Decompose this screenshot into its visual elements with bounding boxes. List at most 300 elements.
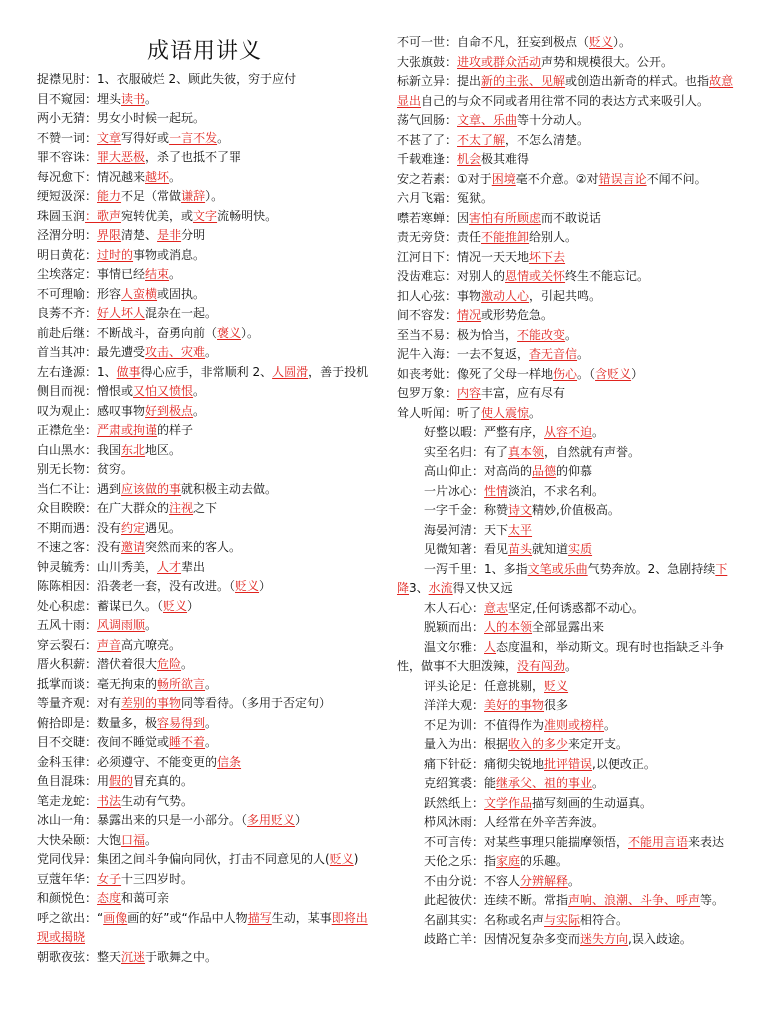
highlighted-keyword: 沉迷: [121, 949, 146, 964]
definition-text: 来表达: [688, 834, 725, 849]
idiom-term: 温文尔雅: [424, 639, 473, 654]
idiom-term: 实至名归: [424, 444, 473, 459]
definition-text: 同等看待。（多用于否定句）: [181, 696, 332, 710]
definition-text: ，引起共鸣。: [529, 288, 602, 303]
idiom-entry: [37, 558, 372, 578]
definition-text: ：憎恨或: [85, 384, 134, 398]
definition-text: 淡泊，不求名利。: [508, 483, 605, 498]
definition-text: ：: [85, 637, 98, 652]
definition-text: ：不断战斗，奋勇向前（: [85, 325, 218, 340]
idiom-term: 量入为出: [424, 737, 473, 751]
idiom-term: 抵掌而谈: [37, 676, 86, 691]
idiom-entry: [397, 501, 737, 521]
idiom-entry: [37, 675, 372, 695]
definition-text: ：极为恰当，: [445, 327, 518, 342]
idiom-term: 不甚了了: [397, 132, 446, 147]
idiom-entry: [37, 285, 372, 305]
idiom-term: 目不窥园: [37, 91, 86, 106]
definition-text: 自己的与众不同或者用往常不同的表达方式来吸引人。: [421, 93, 710, 108]
idiom-term: 前赴后继: [37, 325, 86, 340]
definition-text: 。: [145, 91, 158, 106]
idiom-term: 跃然纸上: [424, 795, 473, 810]
highlighted-keyword: 内容: [457, 386, 482, 400]
definition-text: 坚定,任何诱惑都不动心。: [508, 600, 644, 615]
idiom-term: 泾渭分明: [37, 228, 86, 242]
idiom-entry: [37, 636, 372, 656]
idiom-term: 处心积虑: [37, 598, 86, 613]
definition-text: ：埋头: [85, 91, 122, 106]
idiom-term: 首当其冲: [37, 345, 86, 359]
definition-text: 。: [529, 405, 542, 420]
highlighted-keyword: 错误言论: [598, 171, 647, 186]
idiom-term: 洋洋大观: [424, 698, 473, 712]
definition-text: 。: [205, 345, 218, 359]
definition-text: ：对某些事理只能揣摩领悟，: [472, 834, 629, 849]
idiom-term: 呼之欲出: [37, 910, 86, 925]
idiom-term: 六月飞霜: [397, 191, 446, 205]
highlighted-keyword: 人: [484, 639, 497, 654]
idiom-entry: [397, 209, 737, 229]
definition-text: ：1、多指: [472, 561, 528, 576]
highlighted-keyword: 人圆滑: [272, 364, 309, 379]
definition-text: ：严整有序，: [472, 425, 545, 439]
highlighted-keyword: 画像: [103, 910, 128, 925]
highlighted-keyword: 书法: [97, 793, 122, 808]
definition-text: ，自然就有声誉。: [544, 444, 641, 459]
definition-text: 十三四岁时。: [121, 871, 194, 886]
definition-text: ：情况一天天地: [445, 249, 530, 264]
idiom-term: 绠短汲深: [37, 189, 86, 203]
idiom-term: 评头论足: [424, 678, 473, 693]
idiom-entry: [37, 811, 372, 831]
idiom-entry: [397, 443, 737, 463]
idiom-entry: [37, 226, 372, 246]
idiom-term: 不可一世: [397, 35, 446, 49]
definition-text: ：: [445, 308, 458, 322]
definition-text: 就知道: [532, 542, 569, 556]
definition-text: ：能: [472, 776, 497, 790]
idiom-entry: [37, 538, 372, 558]
highlighted-keyword: 收入的多少: [508, 737, 569, 751]
highlighted-keyword: 即将出现或揭晓: [37, 910, 368, 944]
idiom-entry: [397, 462, 737, 482]
idiom-term: 目不交睫: [37, 735, 86, 749]
definition-text: 不足（常做: [121, 189, 182, 203]
highlighted-keyword: 没有闯劲: [517, 659, 566, 673]
definition-text: 。: [565, 659, 578, 673]
highlighted-keyword: 口福: [121, 832, 146, 847]
definition-text: ：任意挑剔，: [472, 678, 545, 693]
definition-text: ：: [445, 132, 458, 147]
highlighted-keyword: 人蛮横: [121, 286, 158, 301]
idiom-term: 歧路亡羊: [424, 932, 473, 946]
idiom-term: 千载难逢: [397, 152, 446, 166]
right-entry-list: [397, 33, 737, 950]
idiom-entry: [37, 480, 372, 500]
idiom-term: 痛下针砭: [424, 756, 473, 771]
definition-text: ：听了: [445, 405, 482, 420]
left-entry-list: [37, 70, 372, 967]
highlighted-keyword: 东北: [121, 442, 146, 457]
definition-text: ：: [85, 306, 98, 320]
idiom-term: 俯拾即是: [37, 715, 86, 730]
idiom-entry: [397, 911, 737, 931]
highlighted-keyword: 一言不发: [169, 130, 218, 145]
definition-text: ：数量多，极: [85, 715, 158, 730]
definition-text: 。: [169, 267, 182, 281]
idiom-entry: [397, 794, 737, 814]
definition-text: 。: [604, 717, 617, 732]
idiom-term: 侧目而视: [37, 384, 86, 398]
definition-text: ：对有: [85, 696, 122, 710]
definition-text: ): [353, 852, 359, 866]
idiom-entry: [397, 852, 737, 872]
definition-text: 。: [592, 425, 605, 439]
highlighted-keyword: 恩情或关怀: [505, 269, 566, 283]
definition-text: 精妙,价值极高。: [532, 503, 620, 517]
highlighted-keyword: 贬义: [235, 579, 260, 593]
idiom-entry: [37, 246, 372, 266]
definition-text: ：有了: [472, 444, 509, 459]
idiom-entry: [397, 404, 737, 424]
idiom-term: 左右逢源: [37, 364, 86, 379]
idiom-entry: [397, 150, 737, 170]
definition-text: ：: [85, 228, 98, 242]
idiom-term: 大张旗鼓: [397, 54, 446, 69]
idiom-entry: [397, 72, 737, 111]
idiom-entry: [37, 109, 372, 129]
highlighted-keyword: 不能改变: [517, 327, 566, 342]
definition-text: ：感叹事物: [85, 403, 146, 418]
idiom-entry: [37, 402, 372, 422]
definition-text: ：: [85, 130, 98, 145]
definition-text: 地区。: [145, 442, 182, 457]
definition-text: ，善于投机: [308, 364, 369, 379]
definition-text: ：: [85, 150, 98, 164]
highlighted-keyword: 分辨解释: [520, 873, 569, 888]
idiom-term: 噤若寒蝉: [397, 210, 446, 225]
idiom-entry: [37, 207, 372, 227]
idiom-term: 捉襟见肘: [37, 72, 86, 86]
idiom-entry: [397, 540, 737, 560]
highlighted-keyword: 态度: [97, 891, 122, 905]
idiom-entry: [397, 248, 737, 268]
definition-text: ：大饱: [85, 832, 122, 847]
idiom-term: 当仁不让: [37, 481, 86, 496]
definition-text: 。: [577, 347, 590, 361]
idiom-term: 扣人心弦: [397, 288, 446, 303]
definition-text: 等。: [700, 893, 725, 907]
idiom-term: 脱颖而出: [424, 620, 473, 634]
idiom-term: 一字千金: [424, 503, 473, 517]
idiom-term: 荡气回肠: [397, 113, 446, 127]
definition-text: ：: [445, 54, 458, 69]
idiom-entry: [397, 287, 737, 307]
highlighted-keyword: 假的: [109, 774, 134, 788]
idiom-entry: [397, 560, 737, 599]
definition-text: 毫不介意。②对: [515, 171, 599, 186]
definition-text: ：情况越来: [85, 169, 146, 184]
definition-text: ：看见: [472, 542, 509, 556]
idiom-entry: [397, 326, 737, 346]
highlighted-keyword: 伤心: [553, 366, 578, 381]
highlighted-keyword: 文章: [97, 130, 122, 145]
idiom-entry: [37, 948, 372, 968]
idiom-entry: [37, 831, 372, 851]
highlighted-keyword: 不太了解: [457, 132, 506, 147]
definition-text: ：①对于: [445, 171, 492, 186]
idiom-entry: [37, 733, 372, 753]
definition-text: ：形容: [85, 286, 122, 301]
definition-text: 于歌舞之中。: [145, 949, 218, 964]
idiom-entry: [397, 228, 737, 248]
definition-text: ）: [295, 813, 308, 827]
idiom-term: 名副其实: [424, 912, 473, 927]
idiom-term: 豆蔻年华: [37, 871, 86, 886]
idiom-entry: [37, 850, 372, 870]
definition-text: 。（: [577, 366, 596, 381]
idiom-term: 一泻千里: [424, 561, 473, 576]
idiom-entry: [397, 638, 737, 677]
highlighted-keyword: 人的本领: [484, 620, 533, 634]
idiom-term: 白山黑水: [37, 442, 86, 457]
highlighted-keyword: 邀请: [121, 540, 146, 554]
idiom-entry: [397, 755, 737, 775]
idiom-term: 不速之客: [37, 540, 86, 554]
definition-text: 得心应手，非常顺利 2、: [140, 364, 273, 379]
idiom-entry: [37, 324, 372, 344]
highlighted-keyword: 应该做的事: [121, 481, 182, 496]
idiom-entry: [397, 521, 737, 541]
highlighted-keyword: 过时的: [97, 247, 134, 262]
idiom-entry: [397, 872, 737, 892]
definition-text: ：暴露出来的只是一小部分。（: [85, 813, 248, 827]
highlighted-keyword: 含贬义: [595, 366, 632, 381]
idiom-entry: [397, 111, 737, 131]
highlighted-keyword: ：歌声: [85, 208, 122, 223]
definition-text: ：夜间不睡觉或: [85, 735, 170, 749]
definition-text: ,误入歧途。: [628, 932, 692, 946]
highlighted-keyword: 畅所欲言: [157, 676, 206, 691]
definition-text: ：山川秀美，: [85, 559, 158, 574]
idiom-entry: [397, 599, 737, 619]
highlighted-keyword: 做事: [116, 364, 141, 379]
highlighted-keyword: 与实际: [544, 912, 581, 927]
definition-text: ，杀了也抵不了罪: [145, 150, 242, 164]
highlighted-keyword: 故意显出: [397, 74, 734, 108]
idiom-entry: [397, 170, 737, 190]
highlighted-keyword: 性情: [484, 483, 509, 498]
highlighted-keyword: 诗文: [508, 503, 533, 517]
definition-text: ）。: [613, 35, 632, 49]
definition-text: ：遇到: [85, 481, 122, 496]
highlighted-keyword: 攻击、灾难: [145, 345, 206, 359]
definition-text: ：: [472, 698, 485, 712]
definition-text: 。: [145, 618, 158, 632]
highlighted-keyword: 界限: [97, 228, 122, 242]
highlighted-keyword: 文字: [193, 208, 218, 223]
idiom-entry: [37, 870, 372, 890]
idiom-term: 和颜悦色: [37, 891, 86, 905]
idiom-entry: [397, 833, 737, 853]
highlighted-keyword: 好到极点: [145, 403, 194, 418]
definition-text: 分明: [181, 228, 206, 242]
idiom-entry: [397, 267, 737, 287]
idiom-entry: [37, 265, 372, 285]
definition-text: 小时候一起玩。: [121, 111, 206, 125]
idiom-entry: [397, 423, 737, 443]
definition-text: 或固执。: [157, 286, 206, 301]
highlighted-keyword: 实质: [568, 542, 593, 556]
highlighted-keyword: 机会: [457, 152, 482, 166]
highlighted-keyword: 意志: [484, 600, 509, 615]
definition-text: ：天下: [472, 522, 509, 537]
idiom-term: 不足为训: [424, 717, 473, 732]
idiom-entry: [397, 384, 737, 404]
definition-text: ：蓄谋已久。（: [85, 598, 164, 613]
definition-text: ：1、衣服破烂 2、顾此失彼，穷于应付: [85, 72, 297, 86]
idiom-entry: [37, 655, 372, 675]
definition-text: 很多: [544, 698, 569, 712]
idiom-term: 等量齐观: [37, 696, 86, 710]
definition-text: 。: [205, 735, 218, 749]
definition-text: ：提出: [445, 74, 482, 88]
definition-text: ）。: [241, 325, 260, 340]
definition-text: 。: [568, 873, 581, 888]
highlighted-keyword: 杳无音信: [529, 347, 578, 361]
highlighted-keyword: 品德: [532, 464, 557, 478]
definition-text: ：: [85, 871, 98, 886]
idiom-entry: [37, 70, 372, 90]
definition-text: ：集团之间斗争偏向同伙，打击不同意见的人(: [85, 852, 330, 866]
highlighted-keyword: 描写: [247, 910, 272, 925]
definition-text: ：: [445, 152, 458, 166]
idiom-entry: [397, 189, 737, 209]
highlighted-keyword: 文章、乐曲: [457, 113, 518, 127]
definition-text: ：: [472, 483, 485, 498]
idiom-term: 至当不易: [397, 327, 446, 342]
definition-text: ：称赞: [472, 503, 509, 517]
idiom-term: 包罗万象: [397, 386, 446, 400]
idiom-term: 别无长物: [37, 462, 86, 476]
idiom-term: 克绍箕裘: [424, 776, 473, 790]
definition-text: ：必须遵守、不能变更的: [85, 754, 218, 769]
idiom-term: 厝火积薪: [37, 657, 86, 671]
idiom-term: 泥牛入海: [397, 347, 446, 361]
idiom-entry: [397, 131, 737, 151]
idiom-entry: [37, 460, 372, 480]
idiom-entry: [397, 677, 737, 697]
idiom-entry: [397, 891, 737, 911]
highlighted-keyword: 风调雨顺: [97, 618, 146, 632]
definition-text: 。: [205, 715, 218, 730]
idiom-term: 罪不容诛: [37, 150, 86, 164]
idiom-term: 党同伐异: [37, 852, 86, 866]
highlighted-keyword: 贬义: [163, 598, 188, 613]
definition-text: 之下: [193, 501, 218, 515]
highlighted-keyword: 害怕有所顾虑: [469, 210, 542, 225]
definition-text: 生动有气势。: [121, 793, 194, 808]
idiom-term: 不可言传: [424, 834, 473, 849]
highlighted-keyword: 美好的事物: [484, 698, 545, 712]
idiom-entry: [37, 694, 372, 714]
idiom-term: 每况愈下: [37, 169, 86, 184]
highlighted-keyword: 贬义: [589, 35, 614, 49]
highlighted-keyword: 文学作品: [484, 795, 533, 810]
highlighted-keyword: 贬义: [544, 678, 569, 693]
definition-text: 写得好或: [121, 130, 170, 145]
definition-text: 描写刻画的生动逼真。: [532, 795, 653, 810]
definition-text: ：整天: [85, 949, 122, 964]
idiom-entry: [397, 482, 737, 502]
definition-text: 3、: [409, 581, 429, 595]
definition-text: 。: [193, 384, 206, 398]
highlighted-keyword: 声音: [97, 637, 122, 652]
idiom-term: 叹为观止: [37, 403, 86, 418]
idiom-entry: [37, 148, 372, 168]
definition-text: ：不容人: [472, 873, 521, 888]
definition-text: ,以便改正。: [592, 756, 656, 771]
idiom-entry: [37, 597, 372, 617]
idiom-term: 陈陈相因: [37, 579, 86, 593]
definition-text: 相符合。: [580, 912, 629, 927]
definition-text: 。: [145, 832, 158, 847]
idiom-term: 好整以暇: [424, 425, 473, 439]
definition-text: ：我国: [85, 442, 122, 457]
idiom-term: 天伦之乐: [424, 854, 473, 868]
definition-text: 或创造出新奇的样式。也指: [565, 74, 710, 88]
definition-text: 。: [217, 130, 230, 145]
definition-text: ：1、: [85, 364, 117, 379]
highlighted-keyword: 进攻或群众活动: [457, 54, 542, 69]
highlighted-keyword: 激动人心: [481, 288, 530, 303]
idiom-term: 责无旁贷: [397, 230, 446, 244]
highlighted-keyword: 家庭: [496, 854, 521, 868]
definition-text: ：没有: [85, 540, 122, 554]
idiom-term: 间不容发: [397, 308, 446, 322]
highlighted-keyword: 越坏: [145, 169, 170, 184]
highlighted-keyword: 水流: [428, 581, 453, 595]
idiom-term: 穿云裂石: [37, 637, 86, 652]
idiom-term: 冰山一角: [37, 813, 86, 827]
highlighted-keyword: 贬义: [329, 852, 354, 866]
definition-text: ：不值得作为: [472, 717, 545, 732]
idiom-term: 朝歌夜弦: [37, 949, 86, 964]
idiom-entry: [397, 716, 737, 736]
definition-text: ：对别人的: [445, 269, 506, 283]
idiom-entry: [37, 889, 372, 909]
definition-text: ：: [85, 423, 98, 437]
highlighted-keyword: 文笔或乐曲: [527, 561, 588, 576]
definition-text: 给别人。: [529, 230, 578, 244]
definition-text: 。: [181, 657, 194, 671]
highlighted-keyword: 准则或榜样: [544, 717, 605, 732]
idiom-entry: [397, 365, 737, 385]
highlighted-keyword: 罪大恶极: [97, 150, 146, 164]
idiom-entry: [397, 930, 737, 950]
highlighted-keyword: 人才: [157, 559, 182, 574]
definition-text: ：没有: [85, 520, 122, 535]
definition-text: 的仰慕: [556, 464, 593, 478]
highlighted-keyword: 结束: [145, 267, 170, 281]
idiom-term: 明日黄花: [37, 247, 86, 262]
highlighted-keyword: 真本领: [508, 444, 545, 459]
definition-text: ：冤狱。: [445, 191, 494, 205]
idiom-term: 钟灵毓秀: [37, 559, 86, 574]
definition-text: ：贫穷。: [85, 462, 134, 476]
definition-text: ：“: [85, 910, 104, 925]
idiom-term: 高山仰止: [424, 464, 473, 478]
